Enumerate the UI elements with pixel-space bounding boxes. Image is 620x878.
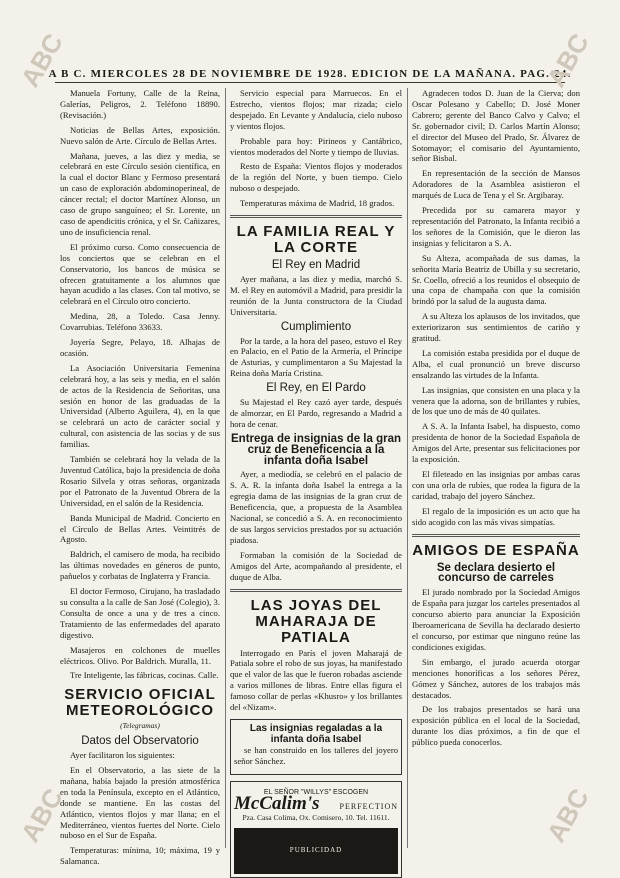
section-divider [230,589,402,592]
brand-tagline: PERFECTION [339,801,398,811]
column-2 [230,88,402,855]
subtitle-concurso: Se declara desierto el concurso de carreles [436,561,556,585]
paragraph: Su Alteza, acompañada de sus damas, la señorita María Beatriz de Ubilla y su secretario, Sr. Coello, ofreció a los reunidos el obsequio de una copa de champaña con que la comisión brindó por la salud de la augusta dama. [412,252,580,307]
advertisement-image: PUBLICIDAD [234,828,398,874]
paragraph: Ayer mañana, a las diez y media, marchó S. M. el Rey en automóvil a Madrid, para presidir la reunión de la Junta constructora de la Ciudad Universitaria. [230,273,402,317]
advertisement-mccalims [230,781,402,878]
paragraph: Manuela Fortuny, Calle de la Reina, Galerías, Peligros, 2. Teléfono 18890. (Revisación.) [60,88,220,120]
paragraph: Mañana, jueves, a las diez y media, se celebrará en este Círculo sesión científica, en la cual el doctor Blanc y Fermoso presentará un caso de exploración abdominoperineal, de cáncer rectal; el doctor Martínez Alonso, un caso de grupo sanguíneo; el Sr. Lorente, un caso de apendicitis crónica, y el Sr. Cañizares, uno de insuficiencia renal. [60,150,220,237]
paragraph: Su Majestad el Rey cazó ayer tarde, después de almorzar, en El Pardo, regresando a Madrid a hora de cenar. [230,397,402,429]
watermark: ABC [540,783,595,848]
paragraph: El jurado nombrado por la Sociedad Amigos de España para juzgar los carteles presentados al concurso abierto para anunciar la Exposición Iberoamericana de Sevilla ha declarado desierto el concurso, por estimar que ninguno reúne las condiciones exigidas. [412,587,580,652]
watermark: ABC [14,28,69,93]
paragraph: Tre Inteligente, las fábricas, cocinas. Calle. [70,670,219,681]
paragraph: Noticias de Bellas Artes, exposición. Nuevo salón de Arte. Círculo de Bellas Artes. [60,124,220,146]
paragraph: La Asociación Universitaria Femenina celebrará hoy, a las seis y media, en el salón de actos de la Residencia de Señoritas, una sesión en honor de las graduadas de la Universidad (Alberto Aguilera, 4), en la que se celebrará un acto de carácter social y cultural, con asistencia de las socias y de sus familias. [60,362,220,450]
paragraph: Probable para hoy: Pirineos y Cantábrico, vientos moderados del Norte y tiempo de lluvias. [230,135,402,157]
paragraph: También se celebrará hoy la velada de la Juventud Católica, bajo la presidencia de doña Rosario Silvela y otras señoras, organizada por el Patronato de la Juventud Obrera de la Universidad, en el salón de la Residencia. [60,454,220,508]
paragraph: Temperaturas: mínima, 10; máxima, 19 y Salamanca. [60,845,220,867]
subtitle-insignias: Entrega de insignias de la gran cruz de Beneficencia a la infanta doña Isabel [231,432,401,467]
column-1 [60,88,220,867]
paragraph: El regalo de la imposición es un acto que ha sido acogido con las más vivas simpatías. [412,505,580,527]
column-3 [412,88,580,848]
ad-title: Las insignias regaladas a la infanta doña Isabel [249,722,383,745]
paragraph: Ayer facilitaron los siguientes: [70,750,175,761]
paragraph: Precedida por su camarera mayor y representación del Patronato, la Infanta recibió a los señores de la Comisión, que le dieron las insignias y felicitaron a S. A. [412,205,580,248]
section-divider [230,215,402,218]
paragraph: El fileteado en las insignias por ambas caras con una orla de rubíes, que rodea la figura de la caridad, trabajo del joyero Sánchez. [412,469,580,501]
brand-address: Pza. Casa Colima, Ox. Comisero, 10. Tel. 11611. [242,812,390,822]
paragraph: Servicio especial para Marruecos. En el Estrecho, vientos flojos; mar rizada; cielo despejado. En Levante y Andalucía, cielo nuboso y vientos flojos. [230,88,402,131]
brand-logo: McCalim's [234,792,320,814]
headline-amigos-espana: AMIGOS DE ESPAÑA [412,541,580,559]
header-rule [55,82,565,83]
paragraph: Masajeros en colchones de muelles eléctricos. Olivo. Por Baldrich. Muralla, 11. [60,644,220,666]
subtitle-rey-pardo: El Rey, en El Pardo [266,382,366,395]
paragraph: El próximo curso. Como consecuencia de los conciertos que se celebran en el Conservatorio, los bancos de música se ofrecen gratuitamente a los alumnos que hayan acudido a las clases. Con tal motivo, se celebrará en el Círculo otro concierto. [60,241,220,307]
paragraph: Agradecen todos D. Juan de la Cierva; don Oscar Polesano y Cabello; D. José Moner Cabrero; gerente del Banco Calvo y Calvo; el Sr. gobernador civil; D. Carlos Martín Alonso; el director del Museo del Prado, Sr. Álvarez de Sotomayor; el comisario del Ayuntamiento, señor Bisbal. [412,88,580,164]
ad-banner: EL SEÑOR "WILLYS" ESCOGEN [263,788,369,796]
subtitle-rey-madrid: El Rey en Madrid [271,259,361,272]
headline-familia-real: LA FAMILIA REAL Y LA CORTE [236,223,396,257]
paragraph: Joyería Segre, Pelayo, 18. Alhajas de ocasión. [60,337,220,358]
watermark: ABC [540,28,595,93]
section-title-meteorologico: SERVICIO OFICIAL METEOROLÓGICO [64,686,216,720]
column-rule-2 [407,88,408,848]
paragraph: De los trabajos presentados se hará una exposición pública en el local de la Sociedad, durante los días próximos, a fin de que el público pueda conocerlos. [412,704,580,748]
paragraph: Banda Municipal de Madrid. Concierto en el Círculo de Bellas Artes. Veintitrés de Agosto. [60,512,220,545]
paragraph: Resto de España: Vientos flojos y moderados de la región del Norte, y buen tiempo. Cielo nuboso o despejado. [230,161,402,194]
paragraph: Sin embargo, el jurado acuerda otorgar menciones honoríficas a los señores Pérez, Gómez y Sánchez, autores de los trabajos más destacados. [412,656,580,700]
paragraph: El doctor Fermoso, Cirujano, ha trasladado su consulta a la calle de San José (Colegio), 3. Consulta de once a una y de tres a cinco. Tratamiento de las enfermedades del aparato digestivo. [60,586,220,640]
subtitle-cumplimiento: Cumplimiento [280,320,352,333]
paragraph: Ayer, a mediodía, se celebró en el palacio de S. A. R. la infanta doña Isabel la entrega a la egregia dama de las insignias de la gran cruz de Beneficencia, que, a propuesta de la Asamblea Nacional, se concedió a S. A. en reconocimiento de sus largos servicios prestados por su actuación piadosa. [230,469,402,545]
subtitle-observatorio: Datos del Observatorio [81,735,199,748]
paragraph: La comisión estaba presidida por el duque de Alba, el cual pronunció un breve discurso ensalzando las virtudes de la Infanta. [412,347,580,380]
paragraph: En representación de la sección de Mansos Adoradores de la Asamblea asistieron el marqués de Luca de Tena y el Sr. Argibaray. [412,168,580,201]
paragraph: A S. A. la Infanta Isabel, ha dispuesto, como presidenta de honor de la Sociedad Española de Amigos del Arte, presentar sus felicitaciones por la exposición. [412,421,580,465]
paragraph: Las insignias, que consisten en una placa y la venera que la adorna, son de brillantes y rubíes, de los que uno de más de 40 quilates. [412,384,580,417]
paragraph: Interrogado en París el joven Maharajá de Patiala sobre el robo de sus joyas, ha manifestado que el valor de las que le fueron robadas asciende a varios millones de libras. Entre ellas figura el famoso collar de perlas «Khusro» y los brillantes del «Nizam». [230,647,402,713]
paragraph: En el Observatorio, a las siete de la mañana, había bajado la presión atmosférica en toda la Península, excepto en el Atlántico, donde se mantiene. En las costas del Atlántico, vientos flojos y mar llana; en el Mediterráneo, vientos fuertes del Norte. Cielo nuboso en el Sur de España. [60,765,220,841]
kicker: (Telegramas) [120,721,160,731]
paragraph: Medina, 28, a Toledo. Casa Jenny. Covarrubias. Teléfono 33633. [60,311,220,333]
paragraph: A su Alteza los aplausos de los invitados, que exteriorizaron sus sentimientos de cariño y gratitud. [412,311,580,344]
section-divider [412,534,580,537]
ad-text: se han construido en los talleres del joyero señor Sánchez. [234,744,398,766]
paragraph: Temperaturas máxima de Madrid, 18 grados. [240,198,395,209]
watermark: ABC [14,783,69,848]
page-header: A B C. MIERCOLES 28 DE NOVIEMBRE DE 1928. EDICION DE LA MAÑANA. PAG. 24. [48,68,572,80]
column-rule-1 [225,88,226,848]
paragraph: Baldrich, el camisero de moda, ha recibido las últimas novedades en géneros de punto, pañuelos y corbatas de Inglaterra y Francia. [60,549,220,582]
paragraph: Formaban la comisión de la Sociedad de Amigos del Arte, acompañando al presidente, el duque de Alba. [230,549,402,582]
paragraph: Por la tarde, a la hora del paseo, estuvo el Rey en Palacio, en el Patio de la Armería, el Príncipe de Asturias, y cumplimentaron a Su Majestad la Reina doña María Cristina. [230,335,402,379]
headline-joyas-maharaja: LAS JOYAS DEL MAHARAJA DE PATIALA [250,596,382,646]
advertisement-box [230,719,402,775]
